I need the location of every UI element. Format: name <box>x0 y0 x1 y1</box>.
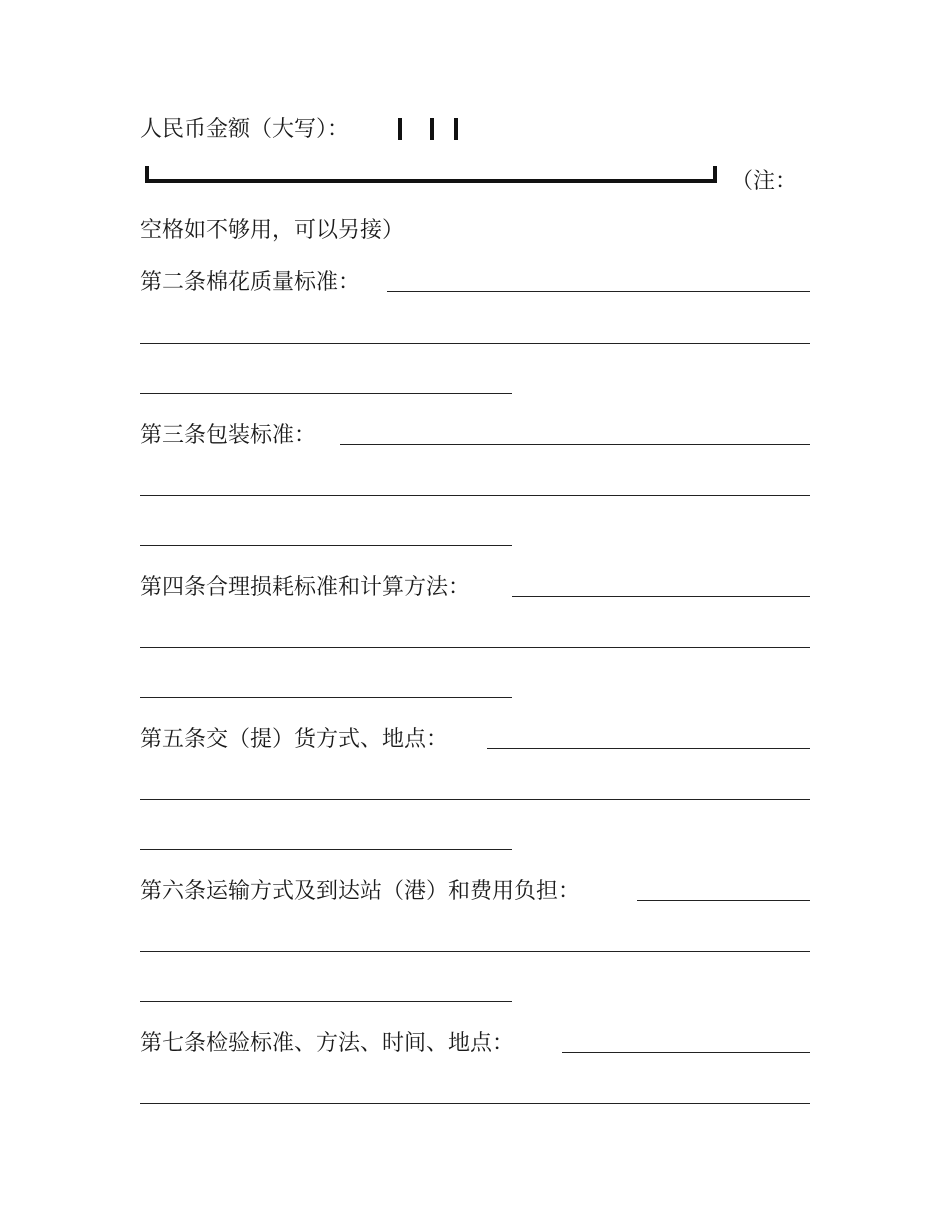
article-5-label: 第五条交（提）货方式、地点： <box>140 727 449 752</box>
amount-box-divider <box>454 118 458 140</box>
article-6-label: 第六条运输方式及到达站（港）和费用负担： <box>140 879 581 904</box>
article-3-blank-line-1[interactable] <box>340 444 810 445</box>
amount-box-divider <box>430 118 434 140</box>
article-6-blank-line-1[interactable] <box>637 900 810 901</box>
amount-box-divider <box>398 118 402 140</box>
article-2-blank-line-2[interactable] <box>140 343 810 344</box>
article-6-blank-line-3[interactable] <box>140 1001 512 1002</box>
article-5-blank-line-2[interactable] <box>140 799 810 800</box>
article-7-blank-line-1[interactable] <box>562 1052 810 1053</box>
amount-note-end: 空格如不够用，可以另接） <box>140 218 405 243</box>
article-3-label: 第三条包装标准： <box>140 423 317 448</box>
article-4-blank-line-2[interactable] <box>140 647 810 648</box>
amount-field[interactable] <box>145 179 717 183</box>
article-4-blank-line-3[interactable] <box>140 697 512 698</box>
article-4-blank-line-1[interactable] <box>512 596 810 597</box>
amount-note-start: （注： <box>731 169 798 194</box>
article-2-blank-line-1[interactable] <box>387 291 810 292</box>
article-7-blank-line-2[interactable] <box>140 1103 810 1104</box>
article-2-label: 第二条棉花质量标准： <box>140 270 361 295</box>
article-5-blank-line-3[interactable] <box>140 849 512 850</box>
amount-label: 人民币金额（大写）： <box>140 117 350 142</box>
article-7-label: 第七条检验标准、方法、时间、地点： <box>140 1031 515 1056</box>
amount-field-right-edge[interactable] <box>713 166 717 183</box>
article-3-blank-line-2[interactable] <box>140 495 810 496</box>
article-5-blank-line-1[interactable] <box>487 748 810 749</box>
article-6-blank-line-2[interactable] <box>140 951 810 952</box>
article-3-blank-line-3[interactable] <box>140 545 512 546</box>
article-4-label: 第四条合理损耗标准和计算方法： <box>140 575 471 600</box>
article-2-blank-line-3[interactable] <box>140 393 512 394</box>
